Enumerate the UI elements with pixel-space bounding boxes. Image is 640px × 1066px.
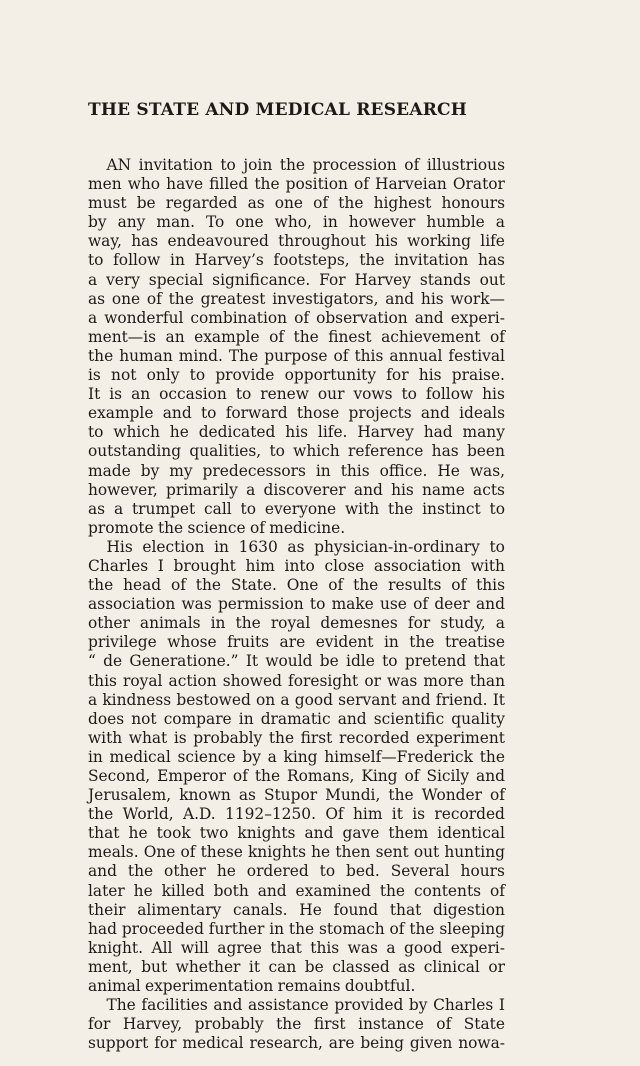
text-line: AN invitation to join the procession of illustrious (106, 156, 505, 174)
text-line: a very special significance. For Harvey stands out (88, 270, 505, 289)
text-line: animal experimentation remains doubtful. (88, 977, 416, 996)
text-line: Charles I brought him into close association with (88, 556, 505, 575)
text-line: for Harvey, probably the first instance of State (88, 1015, 505, 1034)
text-line: a wonderful combination of observation and experi- (88, 308, 505, 327)
text-line: the human mind. The purpose of this annual festival (88, 346, 505, 365)
text-line: the head of the State. One of the results of this (88, 576, 505, 595)
text-line: It is an occasion to renew our vows to follow his (88, 385, 505, 404)
text-line: as one of the greatest investigators, and his work— (88, 289, 505, 308)
text-line: to follow in Harvey’s footsteps, the invitation has (88, 251, 505, 270)
text-line: way, has endeavoured throughout his working life (88, 232, 505, 251)
page-title: THE STATE AND MEDICAL RESEARCH (88, 100, 468, 120)
text-line: ment—is an example of the finest achievement of (88, 327, 505, 346)
text-line: Second, Emperor of the Romans, King of Sicily and (88, 767, 505, 785)
body-text (88, 156, 505, 1053)
text-line: later he killed both and examined the contents of (88, 881, 505, 900)
text-line: with what is probably the first recorded experiment (88, 728, 505, 747)
text-line: is not only to provide opportunity for his praise. (88, 366, 505, 385)
text-line: must be regarded as one of the highest honours (88, 194, 505, 213)
text-line: in medical science by a king himself—Frederick the (88, 747, 505, 766)
text-line: does not compare in dramatic and scientific quality (88, 709, 505, 728)
text-line: meals. One of these knights he then sent out hunting (88, 843, 505, 862)
text-line: association was permission to make use of deer and (88, 595, 505, 614)
text-line: men who have filled the position of Harveian Orator (88, 175, 505, 194)
text-line: and the other he ordered to bed. Several hours (88, 862, 505, 881)
text-line: however, primarily a discoverer and his name acts (88, 480, 505, 499)
text-line: made by my predecessors in this office. He was, (88, 461, 505, 480)
text-line: His election in 1630 as physician-in-ordinary to (106, 537, 505, 556)
text-line: support for medical research, are being given nowa- (88, 1034, 505, 1053)
text-line: privilege whose fruits are evident in the treatise (88, 633, 505, 652)
text-line: that he took two knights and gave them identical (88, 824, 505, 843)
text-line: as a trumpet call to everyone with the instinct to (88, 499, 505, 518)
text-line: by any man. To one who, in however humble a (88, 213, 505, 232)
text-line: example and to forward those projects and ideals (88, 404, 505, 423)
page-body (88, 98, 505, 1053)
text-line: this royal action showed foresight or was more than (88, 671, 505, 690)
text-line: the World, A.D. 1192–1250. Of him it is recorded (88, 805, 505, 824)
text-line: Jerusalem, known as Stupor Mundi, the Wonder of (88, 786, 505, 805)
text-line: ment, but whether it can be classed as clinical or (88, 957, 505, 976)
text-line: outstanding qualities, to which reference has been (88, 442, 505, 461)
text-line: knight. All will agree that this was a good experi- (88, 938, 505, 957)
text-line: other animals in the royal demesnes for study, a (88, 614, 505, 633)
text-line: “ de Generatione.” It would be idle to pretend that (88, 652, 505, 671)
text-line: to which he dedicated his life. Harvey had many (88, 423, 505, 442)
text-line: a kindness bestowed on a good servant and friend. It (88, 690, 505, 709)
text-line: their alimentary canals. He found that digestion (88, 900, 505, 919)
text-line: The facilities and assistance provided by Charles I (106, 996, 505, 1015)
text-line: promote the science of medicine. (88, 518, 346, 537)
text-line: had proceeded further in the stomach of the sleeping (88, 919, 505, 938)
